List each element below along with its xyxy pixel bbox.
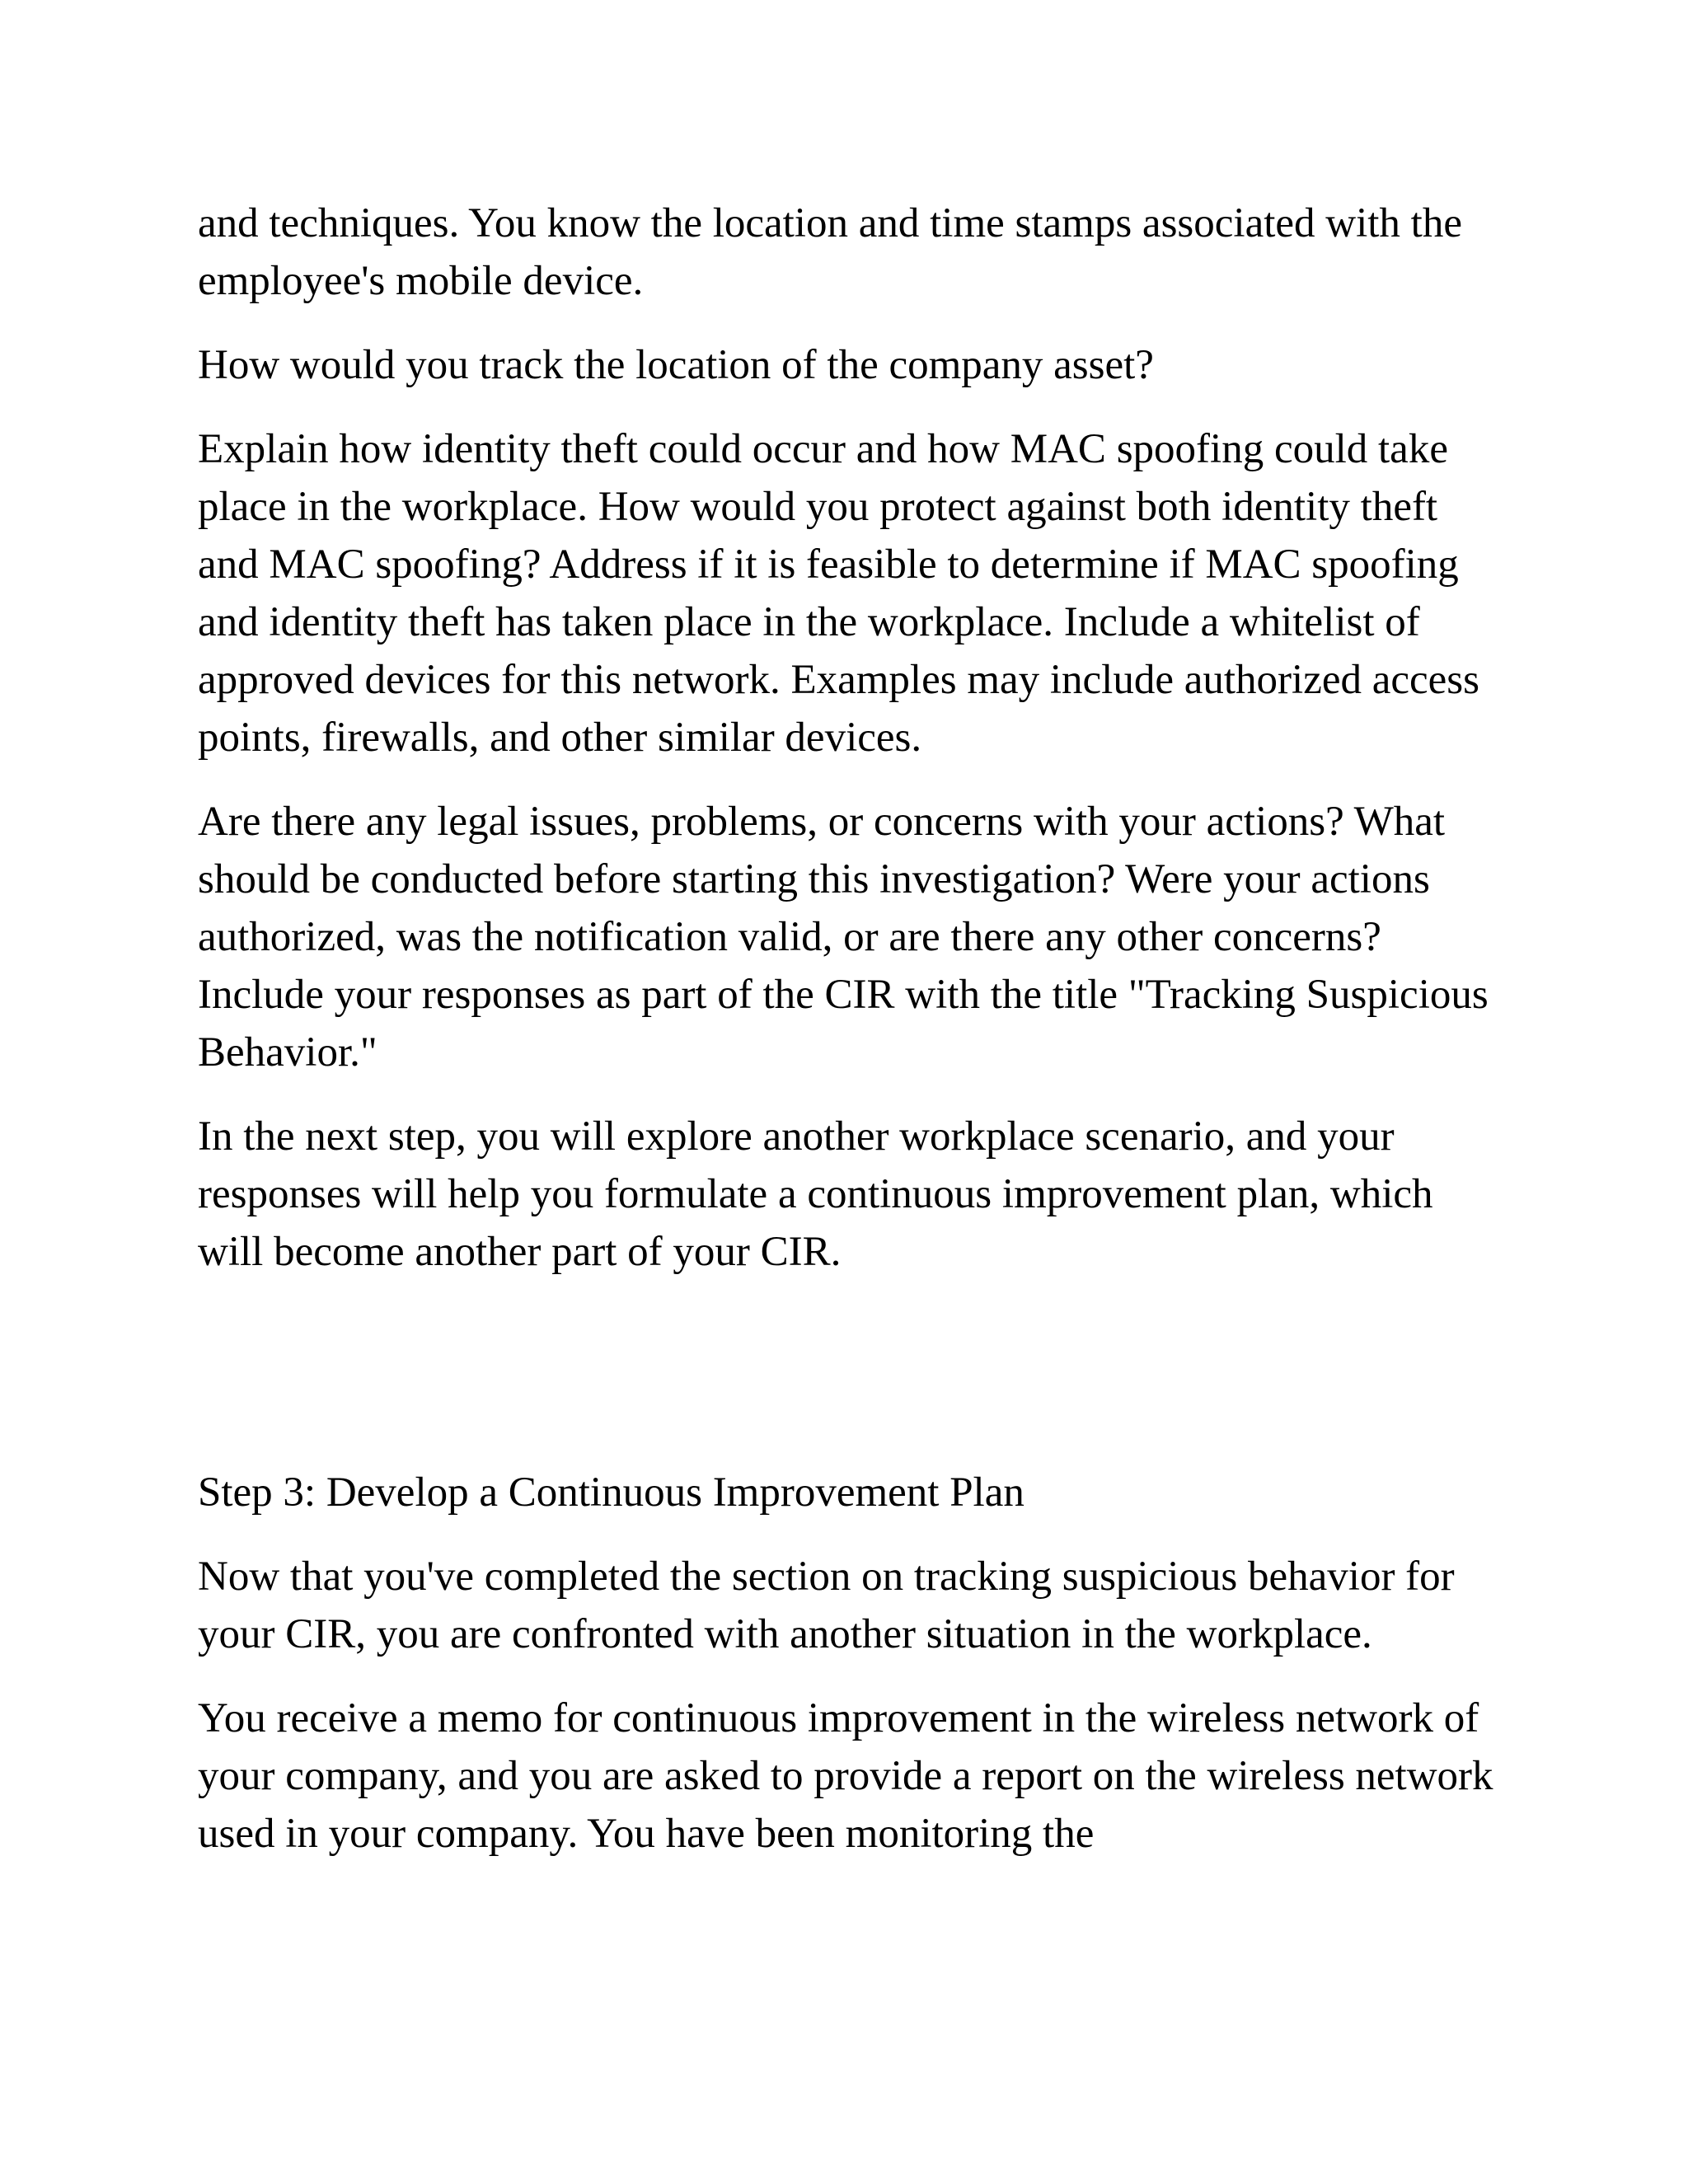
paragraph-next-step: In the next step, you will explore another workplace scenario, and your responses will help you formulate a continuous improvement plan, which will become another part of your CIR. [198,1113,1433,1275]
document-body [198,194,1500,1889]
paragraph-legal-issues: Are there any legal issues, problems, or concerns with your actions? What should be conducted before starting this investigation? Were your actions authorized, was the notification valid, or are there any other concerns? Include your responses as part of the CIR with the title "Tracking Suspicious Behavior." [198,799,1489,1076]
paragraph-step-intro: Now that you've completed the section on tracking suspicious behavior for your CIR, you are confronted with another situation in the workplace. [198,1554,1455,1657]
step-heading: Step 3: Develop a Continuous Improvement Plan [198,1469,1025,1516]
paragraph-techniques: and techniques. You know the location and time stamps associated with the employee's mobile device. [198,200,1462,304]
paragraph-track-question: How would you track the location of the company asset? [198,342,1154,388]
paragraph-identity-theft: Explain how identity theft could occur and how MAC spoofing could take place in the workplace. How would you protect against both identity theft and MAC spoofing? Address if it is feasible to determine if MAC spoofing and identity theft has taken place in the workplace. Include a whitelist of approved devices for this network. Examples may include authorized access points, firewalls, and other similar devices. [198,426,1479,761]
paragraph-memo: You receive a memo for continuous improvement in the wireless network of your company, and you are asked to provide a report on the wireless network used in your company. You have been monitoring the [198,1695,1493,1857]
